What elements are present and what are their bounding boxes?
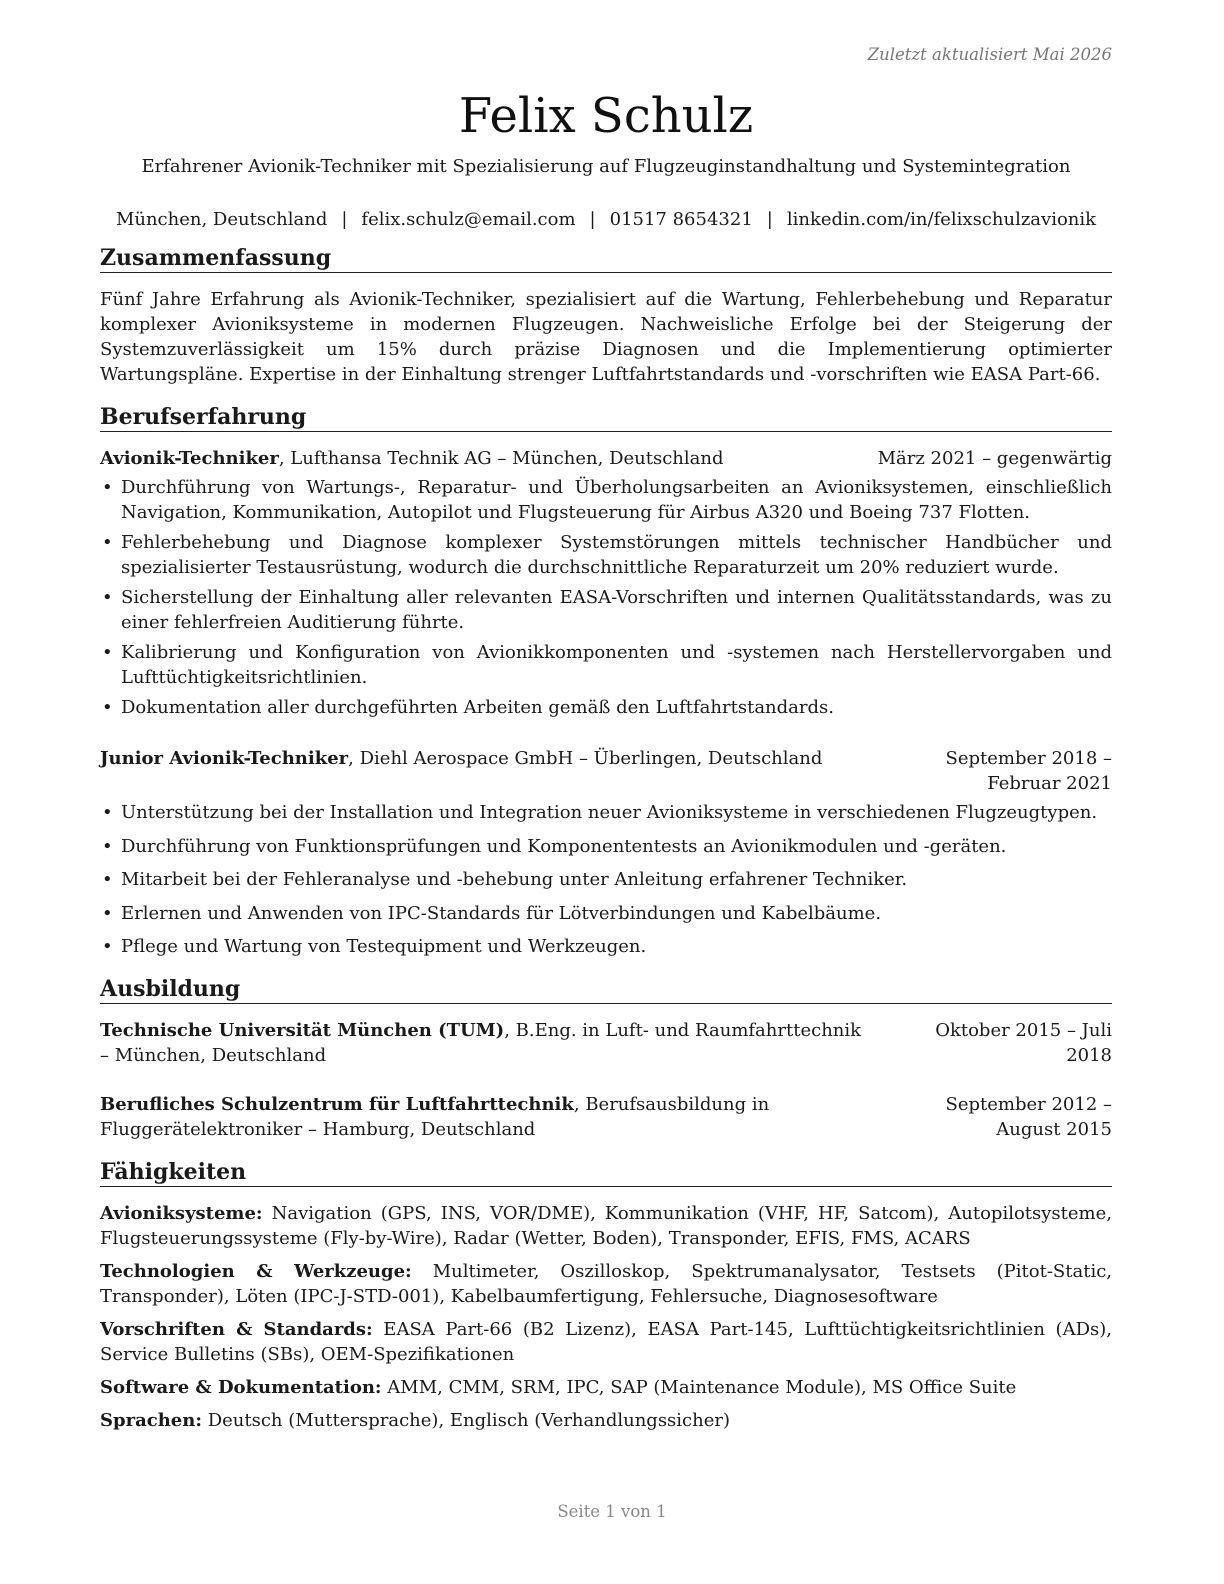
education-header [100,1018,1112,1068]
contact-location: München, Deutschland [115,209,328,230]
job-entry [100,746,1112,959]
summary-text: Fünf Jahre Erfahrung als Avionik-Techniker, spezialisiert auf die Wartung, Fehlerbehebung und Reparatur komplexer Avioniksysteme in modernen Flugzeugen. Nachweisliche Erfolge bei der Steigerung der Systemzuverlässigkeit um 15% durch präzise Diagnosen und die Implementierung optimierter Wartungspläne. Expertise in der Einhaltung strenger Luftfahrtstandards und -vorschriften wie EASA Part-66. [100,289,1112,385]
list-item: • Durchführung von Wartungs-, Reparatur- und Überholungsarbeiten an Avioniksystemen, einschließlich Navigation, Kommunikation, Autopilot und Flugsteuerung für Airbus A320 und Boeing 737 Flotten. [100,475,1112,525]
education-entry [100,1018,1112,1068]
education-dates: September 2012 – August 2015 [945,1094,1112,1140]
list-item: • Kalibrierung und Konfiguration von Avionikkomponenten und -systemen nach Herstellervorgaben und Lufttüchtigkeitsrichtlinien. [100,640,1112,690]
education-entry [100,1092,1112,1142]
education-header [100,1092,1112,1142]
skill-row [100,1259,1112,1309]
job-header [100,746,1112,796]
education-degree: , B.Eng. in Luft- und Raumfahrttechnik – München, Deutschland [100,1020,862,1066]
skill-text: Navigation (GPS, INS, VOR/DME), Kommunikation (VHF, HF, Satcom), Autopilotsysteme, Flugsteuerungssysteme (Fly-by-Wire), Radar (Wetter, Boden), Transponder, EFIS, FMS, ACARS [100,1203,1112,1249]
education-title-line [100,1092,882,1142]
last-updated: Zuletzt aktualisiert Mai 2026 [867,45,1112,64]
skill-row [100,1375,1112,1400]
skill-label: Software & Dokumentation: [100,1377,382,1398]
list-item: • Durchführung von Funktionsprüfungen und Komponententests an Avionikmodulen und -geräten. [100,834,1112,859]
contact-phone: 01517 8654321 [609,209,753,230]
list-item: • Unterstützung bei der Installation und Integration neuer Avioniksysteme in verschiedenen Flugzeugtypen. [100,800,1112,825]
contact-email[interactable]: felix.schulz@email.com [361,209,576,230]
job-role: Junior Avionik-Techniker [100,748,349,769]
skill-label: Technologien & Werkzeuge: [100,1261,412,1282]
list-item: • Mitarbeit bei der Fehleranalyse und -behebung unter Anleitung erfahrener Techniker. [100,867,1112,892]
education-school: Technische Universität München (TUM) [100,1020,505,1041]
contact-separator: | [341,209,348,230]
skill-row [100,1201,1112,1251]
job-bullets [100,475,1112,720]
skill-text: AMM, CMM, SRM, IPC, SAP (Maintenance Module), MS Office Suite [381,1377,1017,1398]
skills-list [100,1201,1112,1433]
skill-label: Avioniksysteme: [100,1203,263,1224]
list-item: • Dokumentation aller durchgeführten Arbeiten gemäß den Luftfahrtstandards. [100,695,1112,720]
education-title-line [100,1018,887,1068]
job-dates: März 2021 – gegenwärtig [877,448,1112,469]
job-entry [100,446,1112,720]
job-company: , Diehl Aerospace GmbH – Überlingen, Deutschland [348,748,823,769]
page-number: Seite 1 von 1 [557,1502,667,1521]
section-title-education: Ausbildung [100,975,1112,1004]
skill-text: EASA Part-66 (B2 Lizenz), EASA Part-145, Lufttüchtigkeitsrichtlinien (ADs), Service Bulletins (SBs), OEM-Spezifikationen [100,1319,1112,1365]
skill-label: Sprachen: [100,1410,202,1431]
skill-row [100,1317,1112,1367]
section-title-skills: Fähigkeiten [100,1158,1112,1187]
job-bullets [100,800,1112,959]
candidate-name: Felix Schulz [458,88,754,144]
skill-label: Vorschriften & Standards: [100,1319,373,1340]
contact-separator: | [589,209,596,230]
education-school: Berufliches Schulzentrum für Luftfahrttechnik [100,1094,574,1115]
list-item: • Pflege und Wartung von Testequipment und Werkzeugen. [100,934,1112,959]
contact-separator: | [766,209,773,230]
contact-linkedin[interactable]: linkedin.com/in/felixschulzavionik [786,209,1097,230]
job-role: Avionik-Techniker [100,448,279,469]
skill-row [100,1408,1112,1433]
education-degree: , Berufsausbildung in Fluggerätelektroniker – Hamburg, Deutschland [100,1094,770,1140]
section-title-summary: Zusammenfassung [100,244,1112,273]
job-title-line [100,446,878,471]
list-item: • Sicherstellung der Einhaltung aller relevanten EASA-Vorschriften und internen Qualitätsstandards, was zu einer fehlerfreien Auditierung führte. [100,585,1112,635]
skill-text: Deutsch (Muttersprache), Englisch (Verhandlungssicher) [201,1410,731,1431]
job-company: , Lufthansa Technik AG – München, Deutschland [278,448,724,469]
skill-text: Multimeter, Oszilloskop, Spektrumanalysator, Testsets (Pitot-Static, Transponder), Löten (IPC-J-STD-001), Kabelbaumfertigung, Fehlersuche, Diagnosesoftware [100,1261,1112,1307]
list-item: • Erlernen und Anwenden von IPC-Standards für Lötverbindungen und Kabelbäume. [100,901,1112,926]
job-dates: September 2018 – Februar 2021 [945,748,1112,794]
education-dates: Oktober 2015 – Juli 2018 [935,1020,1112,1066]
job-title-line [100,746,872,796]
headline: Erfahrener Avionik-Techniker mit Spezialisierung auf Flugzeuginstandhaltung und Systemintegration [141,156,1071,177]
list-item: • Fehlerbehebung und Diagnose komplexer Systemstörungen mittels technischer Handbücher und spezialisierter Testausrüstung, wodurch die durchschnittliche Reparaturzeit um 20% reduziert wurde. [100,530,1112,580]
section-title-experience: Berufserfahrung [100,403,1112,432]
contact-line [100,208,1112,232]
job-header [100,446,1112,471]
